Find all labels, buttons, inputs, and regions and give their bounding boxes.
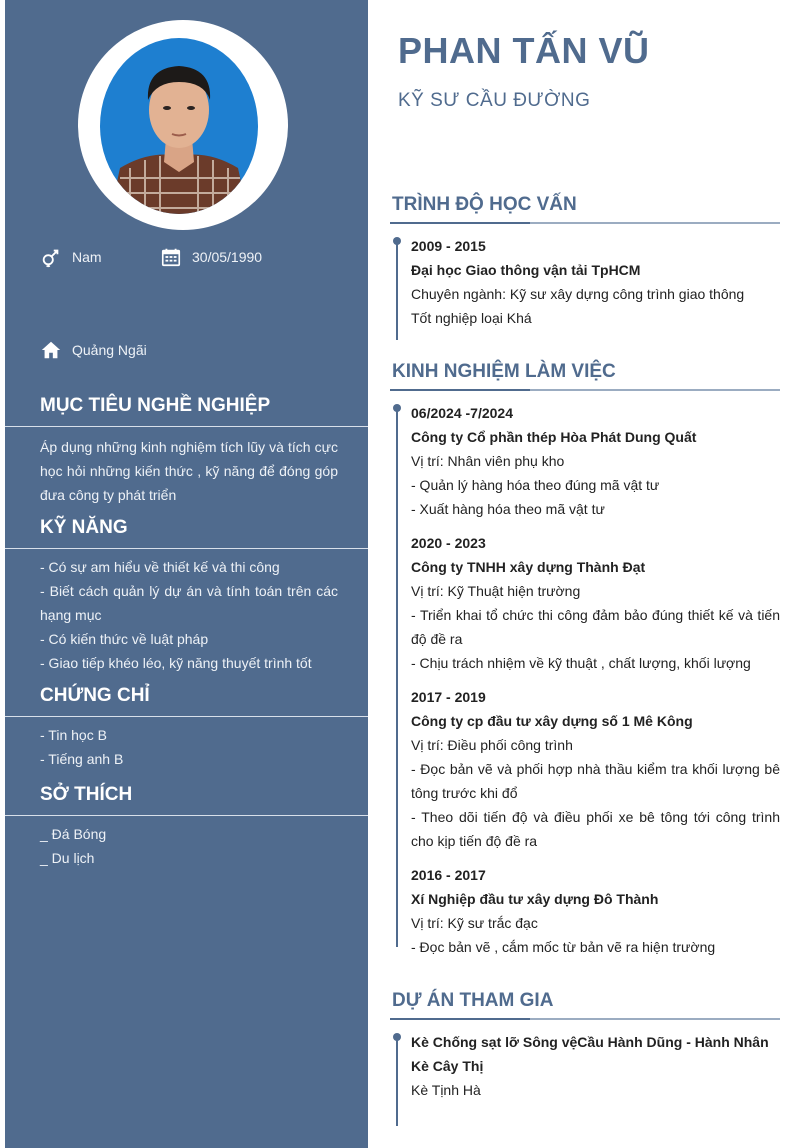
skill-item: - Có kiến thức về luật pháp — [40, 631, 209, 647]
timeline-dot — [393, 237, 401, 245]
entry-org: Xí Nghiệp đầu tư xây dựng Đô Thành — [411, 891, 659, 907]
section-rule — [390, 389, 780, 391]
entry-line: - Đọc bản vẽ , cắm mốc từ bản vẽ ra hiện trường — [411, 939, 716, 955]
entry-line: - Đọc bản vẽ và phối hợp nhà thầu kiểm tra khối lượng bê tông trước khi đổ — [411, 761, 780, 801]
candidate-role: KỸ SƯ CẦU ĐƯỜNG — [398, 90, 591, 111]
project-entry — [411, 1030, 780, 1102]
entry-line: - Triển khai tổ chức thi công đảm bảo đúng thiết kế và tiến độ đề ra — [411, 607, 780, 647]
entry-org: Công ty TNHH xây dựng Thành Đạt — [411, 559, 646, 575]
skills-section — [5, 514, 368, 675]
birthdate-value: 30/05/1990 — [192, 249, 263, 265]
avatar — [100, 38, 258, 214]
certificates-list — [5, 717, 368, 771]
objective-text: Áp dụng những kinh nghiệm tích lũy và tích cực học hỏi những kiến thức , kỹ năng để đóng góp đưa công ty phát triển — [40, 439, 338, 503]
education-section — [390, 192, 780, 340]
entry-line: Vị trí: Kỹ sư trắc đạc — [411, 915, 538, 931]
skills-title: KỸ NĂNG — [40, 517, 128, 538]
education-timeline — [396, 234, 780, 330]
entry-org: Đại học Giao thông vận tải TpHCM — [411, 262, 641, 278]
section-rule — [390, 222, 780, 224]
objective-section — [5, 392, 368, 507]
timeline-dot — [393, 404, 401, 412]
experience-timeline — [396, 401, 780, 959]
timeline-line — [396, 1036, 398, 1126]
projects-timeline — [396, 1030, 780, 1102]
entry-org: Công ty Cổ phần thép Hòa Phát Dung Quất — [411, 429, 697, 445]
entry-line: - Xuất hàng hóa theo mã vật tư — [411, 501, 605, 517]
hobbies-title: SỞ THÍCH — [40, 784, 133, 805]
birthdate-row — [160, 246, 262, 268]
timeline-dot — [393, 1033, 401, 1041]
hobby-item: _ Du lịch — [40, 850, 95, 866]
experience-entry — [411, 531, 780, 675]
certificate-item: - Tiếng anh B — [40, 751, 124, 767]
certificates-section — [5, 682, 368, 771]
objective-title: MỤC TIÊU NGHỀ NGHIỆP — [40, 395, 271, 416]
skills-list — [5, 549, 368, 675]
experience-entry — [411, 863, 780, 959]
skill-item: - Giao tiếp khéo léo, kỹ năng thuyết trình tốt — [40, 655, 312, 671]
entry-line: Chuyên ngành: Kỹ sư xây dựng công trình giao thông — [411, 286, 745, 302]
address-value: Quảng Ngãi — [72, 342, 147, 358]
entry-period: 2009 - 2015 — [411, 238, 486, 254]
certificate-item: - Tin học B — [40, 727, 107, 743]
entry-period: 2016 - 2017 — [411, 867, 486, 883]
profile-photo — [100, 38, 258, 214]
sidebar — [5, 0, 368, 1148]
hobbies-section — [5, 781, 368, 870]
project-name: Kè Tịnh Hà — [411, 1082, 481, 1098]
entry-line: Vị trí: Điều phối công trình — [411, 737, 573, 753]
entry-line: Tốt nghiệp loại Khá — [411, 310, 532, 326]
entry-line: - Quản lý hàng hóa theo đúng mã vật tư — [411, 477, 660, 493]
projects-section — [390, 988, 780, 1112]
projects-title: DỰ ÁN THAM GIA — [392, 990, 554, 1011]
entry-line: - Theo dõi tiến độ và điều phối xe bê tông tới công trình cho kịp tiến độ đề ra — [411, 809, 780, 849]
timeline-line — [396, 240, 398, 340]
skill-item: - Có sự am hiểu về thiết kế và thi công — [40, 559, 280, 575]
section-rule — [390, 1018, 780, 1020]
project-name: Kè Chống sạt lỡ Sông vệCầu Hành Dũng - Hành Nhân — [411, 1034, 769, 1050]
skill-item: - Biết cách quản lý dự án và tính toán trên các hạng mục — [40, 583, 338, 623]
gender-row — [40, 246, 102, 268]
entry-line: Vị trí: Nhân viên phụ kho — [411, 453, 565, 469]
experience-title: KINH NGHIỆM LÀM VIỆC — [392, 361, 616, 382]
hobbies-list — [5, 816, 368, 870]
entry-org: Công ty cp đầu tư xây dựng số 1 Mê Kông — [411, 713, 693, 729]
entry-period: 2017 - 2019 — [411, 689, 486, 705]
education-entry — [411, 234, 780, 330]
hobby-item: _ Đá Bóng — [40, 826, 107, 842]
project-name: Kè Cây Thị — [411, 1058, 484, 1074]
education-title: TRÌNH ĐỘ HỌC VẤN — [392, 194, 577, 215]
experience-entry — [411, 401, 780, 521]
gender-icon — [40, 246, 62, 268]
home-icon — [40, 339, 62, 361]
timeline-line — [396, 407, 398, 947]
address-row — [40, 339, 147, 361]
experience-section — [390, 359, 780, 969]
gender-value: Nam — [72, 249, 102, 265]
entry-line: - Chịu trách nhiệm về kỹ thuật , chất lượng, khối lượng — [411, 655, 751, 671]
candidate-name: PHAN TẤN VŨ — [398, 30, 650, 71]
entry-period: 2020 - 2023 — [411, 535, 486, 551]
entry-period: 06/2024 -7/2024 — [411, 405, 513, 421]
certificates-title: CHỨNG CHỈ — [40, 685, 150, 706]
entry-line: Vị trí: Kỹ Thuật hiện trường — [411, 583, 581, 599]
calendar-icon — [160, 246, 182, 268]
experience-entry — [411, 685, 780, 853]
